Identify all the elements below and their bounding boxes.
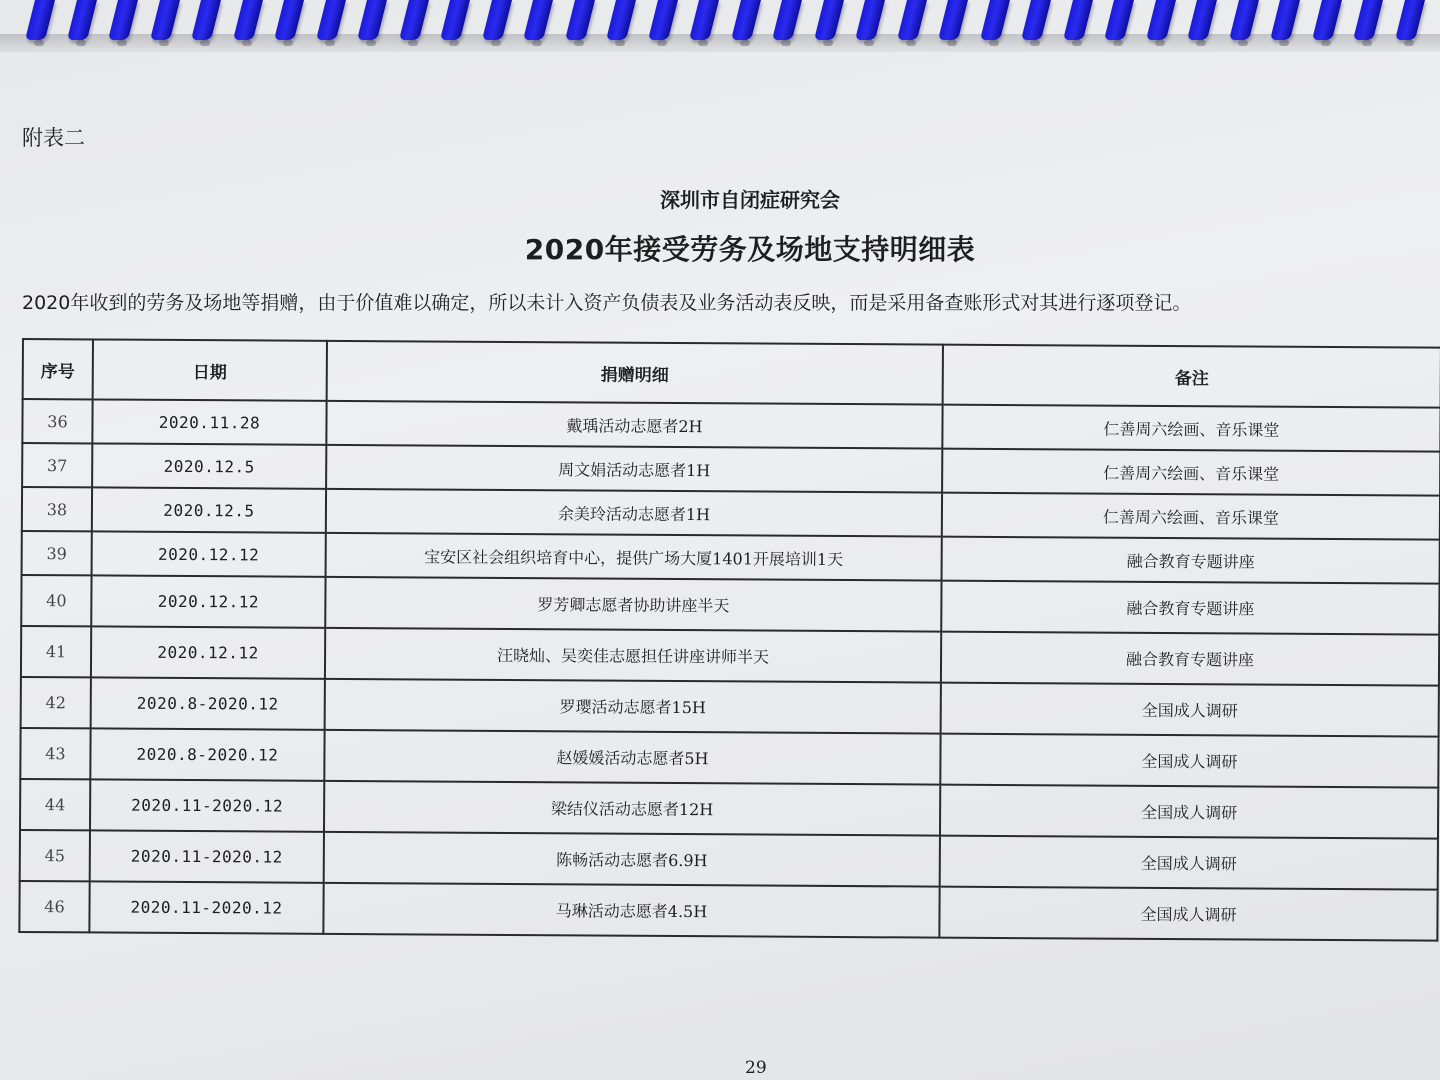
cell-index: 46 bbox=[19, 881, 89, 932]
cell-detail: 余美玲活动志愿者1H bbox=[326, 489, 942, 537]
organization-name: 深圳市自闭症研究会 bbox=[660, 188, 840, 212]
cell-detail: 马琳活动志愿者4.5H bbox=[323, 883, 939, 938]
table-row bbox=[20, 779, 1438, 839]
cell-remark: 全国成人调研 bbox=[940, 785, 1438, 839]
binding-hole bbox=[200, 40, 210, 46]
cell-date: 2020.12.12 bbox=[91, 575, 325, 627]
appendix-label: 附表二 bbox=[22, 126, 85, 150]
cell-index: 41 bbox=[21, 626, 91, 677]
binding-hole bbox=[242, 40, 252, 46]
binding-hole bbox=[574, 40, 584, 46]
cell-detail: 梁结仪活动志愿者12H bbox=[324, 781, 940, 836]
cell-index: 38 bbox=[22, 487, 92, 531]
binding-hole bbox=[159, 40, 169, 46]
cell-detail: 戴瑀活动志愿者2H bbox=[326, 401, 942, 449]
binding-hole bbox=[1030, 40, 1040, 46]
cell-index: 37 bbox=[22, 443, 92, 487]
cell-detail: 罗芳卿志愿者协助讲座半天 bbox=[325, 577, 941, 632]
binding-hole bbox=[740, 40, 750, 46]
intro-paragraph: 2020年收到的劳务及场地等捐赠，由于价值难以确定，所以未计入资产负债表及业务活动表反映，而是采用备查账形式对其进行逐项登记。 bbox=[22, 292, 1192, 314]
binding-hole bbox=[449, 40, 459, 46]
cell-date: 2020.12.12 bbox=[91, 626, 325, 678]
binding-hole bbox=[657, 40, 667, 46]
cell-detail: 宝安区社会组织培育中心，提供广场大厦1401开展培训1天 bbox=[326, 533, 942, 581]
cell-remark: 全国成人调研 bbox=[940, 836, 1438, 890]
binding-hole bbox=[325, 40, 335, 46]
binding-hole bbox=[491, 40, 501, 46]
binding-hole bbox=[1155, 40, 1165, 46]
cell-date: 2020.11-2020.12 bbox=[89, 881, 323, 933]
cell-detail: 赵媛媛活动志愿者5H bbox=[324, 730, 940, 785]
binding-hole bbox=[1238, 40, 1248, 46]
cell-date: 2020.8-2020.12 bbox=[91, 677, 325, 729]
binding-hole bbox=[532, 40, 542, 46]
cell-index: 40 bbox=[21, 575, 91, 626]
binding-hole bbox=[947, 40, 957, 46]
cell-detail: 陈畅活动志愿者6.9H bbox=[324, 832, 940, 887]
header-index: 序号 bbox=[23, 339, 93, 399]
cell-date: 2020.8-2020.12 bbox=[90, 728, 324, 780]
binding-hole bbox=[698, 40, 708, 46]
cell-detail: 汪晓灿、吴奕佳志愿担任讲座讲师半天 bbox=[325, 628, 941, 683]
binding-hole bbox=[1362, 40, 1372, 46]
binding-hole bbox=[989, 40, 999, 46]
table-row bbox=[20, 728, 1438, 788]
cell-remark: 融合教育专题讲座 bbox=[941, 632, 1439, 686]
binding-hole bbox=[1196, 40, 1206, 46]
header-detail: 捐赠明细 bbox=[327, 341, 943, 405]
cell-date: 2020.12.12 bbox=[92, 531, 326, 576]
binding-shadow bbox=[0, 34, 1440, 52]
cell-index: 39 bbox=[22, 531, 92, 575]
binding-hole bbox=[34, 40, 44, 46]
binding-hole bbox=[864, 40, 874, 46]
cell-detail: 罗璎活动志愿者15H bbox=[325, 679, 941, 734]
table-row bbox=[21, 575, 1439, 635]
cell-detail: 周文娟活动志愿者1H bbox=[326, 445, 942, 493]
cell-index: 43 bbox=[20, 728, 90, 779]
cell-date: 2020.12.5 bbox=[92, 487, 326, 532]
binding-hole bbox=[76, 40, 86, 46]
table-row bbox=[20, 830, 1438, 890]
cell-remark: 融合教育专题讲座 bbox=[941, 581, 1439, 635]
cell-remark: 全国成人调研 bbox=[940, 734, 1438, 788]
cell-remark: 全国成人调研 bbox=[939, 887, 1437, 941]
cell-index: 45 bbox=[20, 830, 90, 881]
table-row bbox=[21, 626, 1439, 686]
binding-hole bbox=[283, 40, 293, 46]
cell-date: 2020.11.28 bbox=[92, 399, 326, 444]
cell-index: 36 bbox=[22, 399, 92, 443]
cell-index: 44 bbox=[20, 779, 90, 830]
binding-hole bbox=[781, 40, 791, 46]
binding-hole bbox=[1072, 40, 1082, 46]
binding-hole bbox=[117, 40, 127, 46]
cell-date: 2020.12.5 bbox=[92, 443, 326, 488]
table-header-row bbox=[23, 339, 1440, 408]
document-title: 2020年接受劳务及场地支持明细表 bbox=[524, 233, 976, 266]
cell-remark: 融合教育专题讲座 bbox=[942, 537, 1440, 584]
header-remark: 备注 bbox=[943, 345, 1440, 408]
cell-remark: 仁善周六绘画、音乐课堂 bbox=[942, 405, 1440, 452]
binding-hole bbox=[906, 40, 916, 46]
spiral-binding bbox=[0, 0, 1440, 52]
cell-remark: 仁善周六绘画、音乐课堂 bbox=[942, 493, 1440, 540]
table-row bbox=[19, 881, 1437, 941]
page-number: 29 bbox=[745, 1058, 767, 1078]
header-date: 日期 bbox=[93, 339, 327, 400]
cell-index: 42 bbox=[21, 677, 91, 728]
binding-hole bbox=[408, 40, 418, 46]
binding-hole bbox=[1404, 40, 1414, 46]
cell-remark: 全国成人调研 bbox=[941, 683, 1439, 737]
binding-hole bbox=[1279, 40, 1289, 46]
donation-table bbox=[18, 338, 1440, 942]
cell-date: 2020.11-2020.12 bbox=[90, 830, 324, 882]
binding-hole bbox=[1113, 40, 1123, 46]
binding-hole bbox=[366, 40, 376, 46]
donation-table-container bbox=[18, 338, 1440, 942]
table-row bbox=[21, 677, 1439, 737]
binding-hole bbox=[615, 40, 625, 46]
cell-date: 2020.11-2020.12 bbox=[90, 779, 324, 831]
binding-hole bbox=[823, 40, 833, 46]
binding-hole bbox=[1321, 40, 1331, 46]
cell-remark: 仁善周六绘画、音乐课堂 bbox=[942, 449, 1440, 496]
